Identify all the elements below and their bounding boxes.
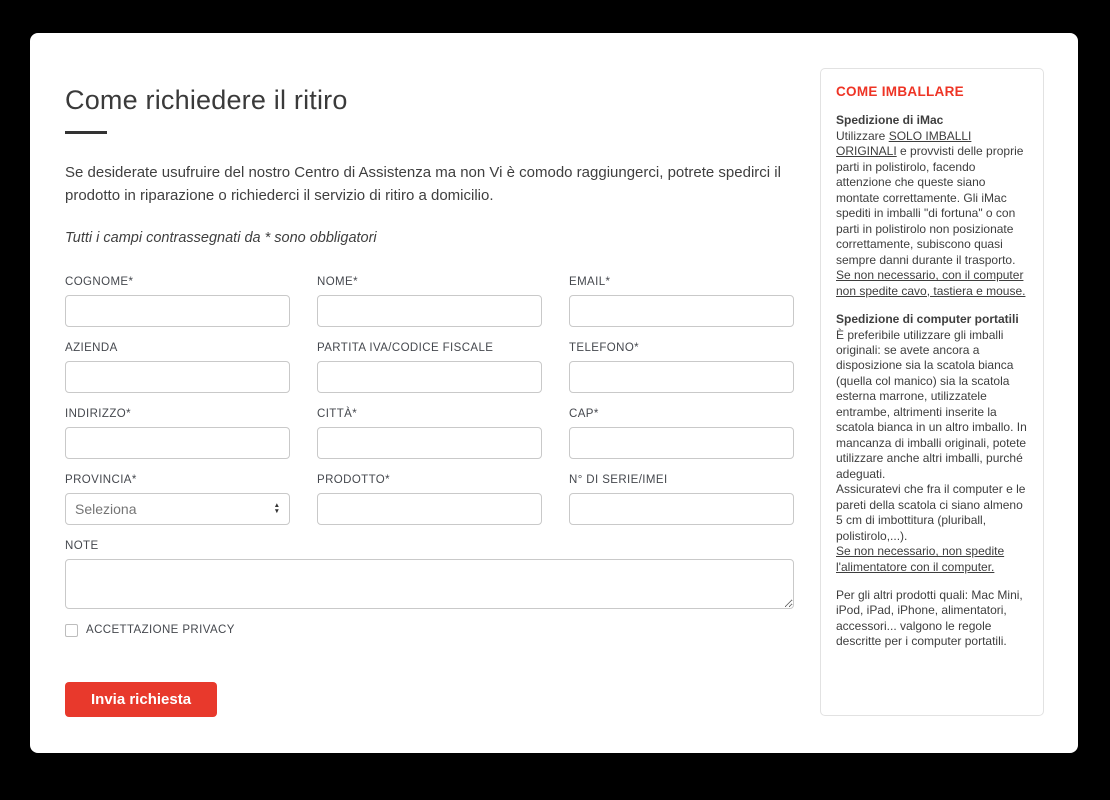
- nome-label: NOME*: [317, 275, 358, 288]
- form-row-4: [65, 474, 795, 525]
- telefono-label: TELEFONO*: [569, 341, 640, 354]
- imac-body: [836, 129, 1028, 268]
- intro-paragraph: Se desiderate usufruire del nostro Centro di Assistenza ma non Vi è comodo raggiungerci, potrete spedirci il prodotto in riparazione o richiederci il servizio di ritiro a domicilio.: [65, 164, 781, 205]
- nome-input[interactable]: [317, 295, 542, 327]
- citta-input[interactable]: [317, 427, 542, 459]
- prodotto-label: PRODOTTO*: [317, 473, 391, 486]
- cap-label: CAP*: [569, 407, 599, 420]
- sidebar-spacer-1: [836, 299, 1028, 312]
- required-fields-note: Tutti i campi contrassegnati da * sono obbligatori: [65, 229, 377, 246]
- serie-imei-label: N° DI SERIE/IMEI: [569, 473, 668, 486]
- cap-input[interactable]: [569, 427, 794, 459]
- imac-body-pre: Utilizzare: [836, 128, 889, 143]
- citta-label: CITTÀ*: [317, 407, 358, 420]
- imac-body-underline: SOLO IMBALLI ORIGINALI: [836, 128, 972, 159]
- azienda-input[interactable]: [65, 361, 290, 393]
- indirizzo-input[interactable]: [65, 427, 290, 459]
- field-nome: [317, 276, 542, 327]
- come-imballare-panel: [820, 68, 1044, 716]
- form-row-1: [65, 276, 795, 327]
- main-column: [65, 33, 795, 717]
- imac-heading: Spedizione di iMac: [836, 113, 944, 128]
- portatili-heading: Spedizione di computer portatili: [836, 312, 1019, 327]
- field-prodotto: [317, 474, 542, 525]
- field-cap: [569, 408, 794, 459]
- provincia-select[interactable]: [65, 493, 290, 525]
- portatili-note: Se non necessario, non spedite l'alimentatore con il computer.: [836, 544, 1005, 574]
- title-underline: [65, 131, 107, 134]
- provincia-label: PROVINCIA*: [65, 473, 137, 486]
- serie-imei-input[interactable]: [569, 493, 794, 525]
- prodotto-input[interactable]: [317, 493, 542, 525]
- field-serie-imei: [569, 474, 794, 525]
- form-row-2: [65, 342, 795, 393]
- field-provincia: [65, 474, 290, 525]
- indirizzo-label: INDIRIZZO*: [65, 407, 131, 420]
- sidebar-spacer-2: [836, 575, 1028, 588]
- partita-iva-label: PARTITA IVA/CODICE FISCALE: [317, 341, 494, 354]
- email-input[interactable]: [569, 295, 794, 327]
- select-spinner-icon: ▲ ▼: [273, 502, 280, 515]
- content-card: [30, 33, 1078, 753]
- portatili-body: È preferibile utilizzare gli imballi originali: se avete ancora a disposizione sia la scatola bianca (quella col manico) sia la scatola esterna marrone, utilizzatele entrambe, altrimenti inserite la scatola bianca in un altro imballo. In mancanza di imballi originali, potete utilizzare anche altri imballi, purché adeguati.: [836, 327, 1027, 481]
- partita-iva-input[interactable]: [317, 361, 542, 393]
- field-citta: [317, 408, 542, 459]
- azienda-label: AZIENDA: [65, 341, 118, 354]
- imac-body-post: e provvisti delle proprie parti in polistirolo, facendo attenzione che queste siano montate correttamente. Gli iMac spediti in imballi "di fortuna" o con parti in polistirolo non posizionate correttamente, subiscono quasi sempre danni durante il trasporto.: [836, 144, 1024, 267]
- field-azienda: [65, 342, 290, 393]
- page-title: Come richiedere il ritiro: [65, 85, 348, 115]
- field-partita-iva: [317, 342, 542, 393]
- telefono-input[interactable]: [569, 361, 794, 393]
- other-products-paragraph: Per gli altri prodotti quali: Mac Mini, iPod, iPad, iPhone, alimentatori, accessori... valgono le regole descritte per i computer portatili.: [836, 588, 1023, 649]
- email-label: EMAIL*: [569, 275, 611, 288]
- field-email: [569, 276, 794, 327]
- note-textarea[interactable]: [65, 559, 794, 609]
- pickup-request-form: [65, 276, 795, 717]
- cognome-label: COGNOME*: [65, 275, 134, 288]
- privacy-row: [65, 624, 795, 637]
- note-label: NOTE: [65, 539, 99, 552]
- imac-note: Se non necessario, con il computer non spedite cavo, tastiera e mouse.: [836, 268, 1026, 298]
- portatili-body2: Assicuratevi che fra il computer e le pareti della scatola ci siano almeno 5 cm di imbottitura (pluriball, polistirolo,...).: [836, 482, 1026, 543]
- form-row-3: [65, 408, 795, 459]
- privacy-label: ACCETTAZIONE PRIVACY: [86, 624, 235, 636]
- field-indirizzo: [65, 408, 290, 459]
- form-row-note: [65, 540, 795, 609]
- sidebar-title: COME IMBALLARE: [836, 84, 964, 99]
- cognome-input[interactable]: [65, 295, 290, 327]
- submit-button[interactable]: Invia richiesta: [65, 682, 217, 717]
- field-telefono: [569, 342, 794, 393]
- privacy-checkbox[interactable]: [65, 624, 78, 637]
- field-cognome: [65, 276, 290, 327]
- field-note: [65, 540, 794, 609]
- provincia-selected-value: Seleziona: [75, 500, 137, 517]
